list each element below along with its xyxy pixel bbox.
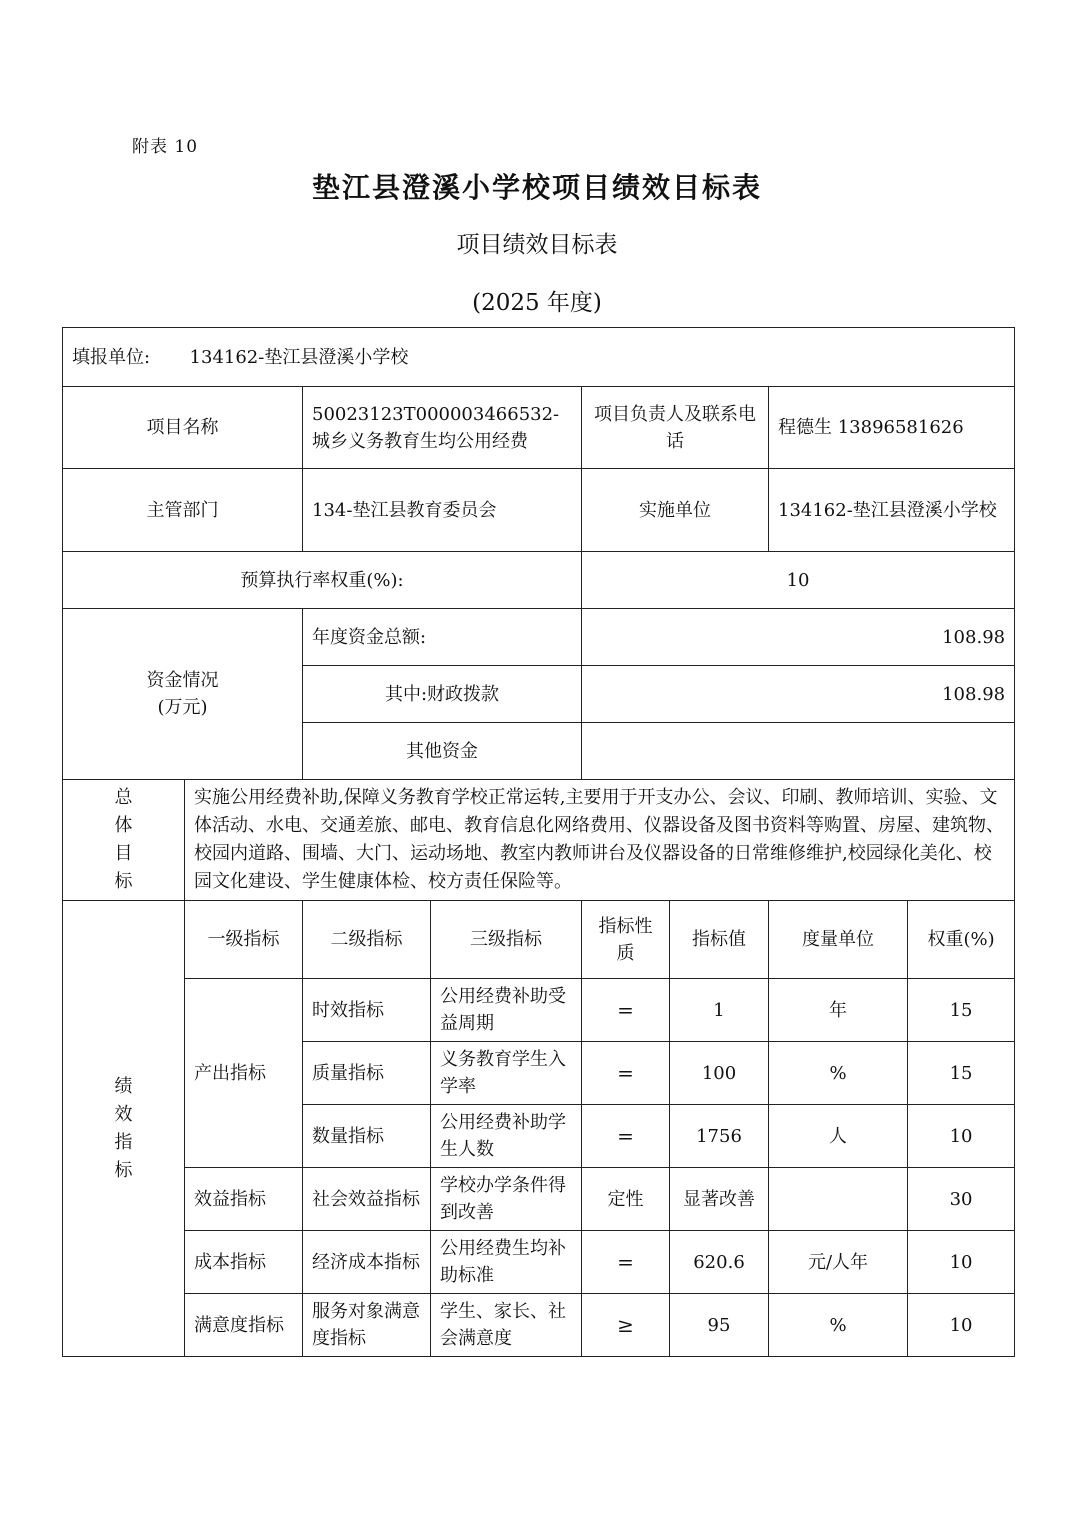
header-weight: 权重(%) [908,901,1015,979]
funds-other-value [582,723,1015,780]
row-level3: 公用经费补助受益周期 [431,979,582,1042]
row-level2: 服务对象满意度指标 [303,1294,431,1357]
table-row [63,979,1015,1042]
row-level1: 满意度指标 [185,1294,303,1357]
goal-label-char: 标 [114,871,133,892]
header-level1: 一级指标 [185,901,303,979]
row-weight: 10 [908,1231,1015,1294]
budget-weight-label: 预算执行率权重(%): [63,552,582,609]
budget-row [63,552,1015,609]
row-weight: 10 [908,1294,1015,1357]
dept-label: 主管部门 [63,469,303,552]
funds-label-line1: 资金情况 [146,670,219,691]
dept-row [63,469,1015,552]
header-nature: 指标性质 [582,901,670,979]
header-value: 指标值 [670,901,769,979]
indicators-label-char: 指 [114,1131,133,1153]
row-unit: 年 [769,979,908,1042]
row-level2: 数量指标 [303,1105,431,1168]
funds-label-line2: (万元) [157,697,208,718]
row-level3: 学校办学条件得到改善 [431,1168,582,1231]
funds-total-label: 年度资金总额: [303,609,582,666]
row-unit: 人 [769,1105,908,1168]
project-name-row [63,387,1015,469]
header-unit: 度量单位 [769,901,908,979]
row-nature: = [582,1105,670,1168]
row-level2: 经济成本指标 [303,1231,431,1294]
funds-fiscal-value: 108.98 [582,666,1015,723]
table-row [63,1294,1015,1357]
dept-value: 134-垫江县教育委员会 [303,469,582,552]
indicators-label-char: 标 [114,1159,133,1181]
row-weight: 15 [908,1042,1015,1105]
project-name-value: 50023123T000003466532-城乡义务教育生均公用经费 [303,387,582,469]
appendix-label: 附表 10 [132,137,199,157]
budget-weight-value: 10 [582,552,1015,609]
row-value: 620.6 [670,1231,769,1294]
goal-text: 实施公用经费补助,保障义务教育学校正常运转,主要用于开支办公、会议、印刷、教师培训、实验、文体活动、水电、交通差旅、邮电、教育信息化网络费用、仪器设备及图书资料等购置、房屋、建筑物、校园内道路、围墙、大门、运动场地、教室内教师讲台及仪器设备的日常维修维护,校园绿化美化、校园文化建设、学生健康体检、校方责任保险等。 [185,780,1015,901]
funds-total-row [63,609,1015,666]
goal-row [63,780,1015,901]
row-nature: ≥ [582,1294,670,1357]
row-unit: 元/人年 [769,1231,908,1294]
page-subtitle: 项目绩效目标表 [456,232,618,258]
row-nature: = [582,1042,670,1105]
filler-row [63,328,1015,387]
project-leader-value: 程德生 13896581626 [769,387,1015,469]
row-value: 100 [670,1042,769,1105]
funds-other-label: 其他资金 [303,723,582,780]
goal-label-char: 目 [114,843,133,864]
funds-total-value: 108.98 [582,609,1015,666]
header-level2: 二级指标 [303,901,431,979]
indicators-label-char: 效 [114,1103,133,1125]
indicators-label-char: 绩 [114,1075,133,1097]
goal-label-char: 总 [114,787,133,808]
fiscal-year: (2025 年度) [472,290,602,316]
row-nature: 定性 [582,1168,670,1231]
row-level3: 义务教育学生入学率 [431,1042,582,1105]
row-level3: 学生、家长、社会满意度 [431,1294,582,1357]
row-level2: 质量指标 [303,1042,431,1105]
row-level1: 成本指标 [185,1231,303,1294]
row-value: 95 [670,1294,769,1357]
row-level3: 公用经费补助学生人数 [431,1105,582,1168]
row-weight: 30 [908,1168,1015,1231]
filler-label: 填报单位: [72,346,151,368]
filler-value: 134162-垫江县澄溪小学校 [189,346,409,368]
project-leader-label: 项目负责人及联系电话 [582,387,769,469]
goal-label-char: 体 [114,815,133,836]
row-level1: 效益指标 [185,1168,303,1231]
row-level2: 时效指标 [303,979,431,1042]
row-nature: = [582,979,670,1042]
table-row [63,1231,1015,1294]
row-level3: 公用经费生均补助标准 [431,1231,582,1294]
impl-unit-label: 实施单位 [582,469,769,552]
row-unit: % [769,1042,908,1105]
row-weight: 10 [908,1105,1015,1168]
filler-cell [63,328,1015,387]
row-value: 显著改善 [670,1168,769,1231]
funds-fiscal-label: 其中:财政拨款 [303,666,582,723]
output-level1: 产出指标 [185,979,303,1168]
indicator-header-row [63,901,1015,979]
page-title: 垫江县澄溪小学校项目绩效目标表 [311,171,762,204]
row-nature: = [582,1231,670,1294]
indicators-label [63,901,185,1357]
row-value: 1756 [670,1105,769,1168]
performance-target-table [62,327,1015,1357]
header-level3: 三级指标 [431,901,582,979]
row-value: 1 [670,979,769,1042]
goal-label [63,780,185,901]
table-row [63,1168,1015,1231]
row-unit [769,1168,908,1231]
row-unit: % [769,1294,908,1357]
impl-unit-value: 134162-垫江县澄溪小学校 [769,469,1015,552]
project-name-label: 项目名称 [63,387,303,469]
funds-label [63,609,303,780]
row-level2: 社会效益指标 [303,1168,431,1231]
row-weight: 15 [908,979,1015,1042]
